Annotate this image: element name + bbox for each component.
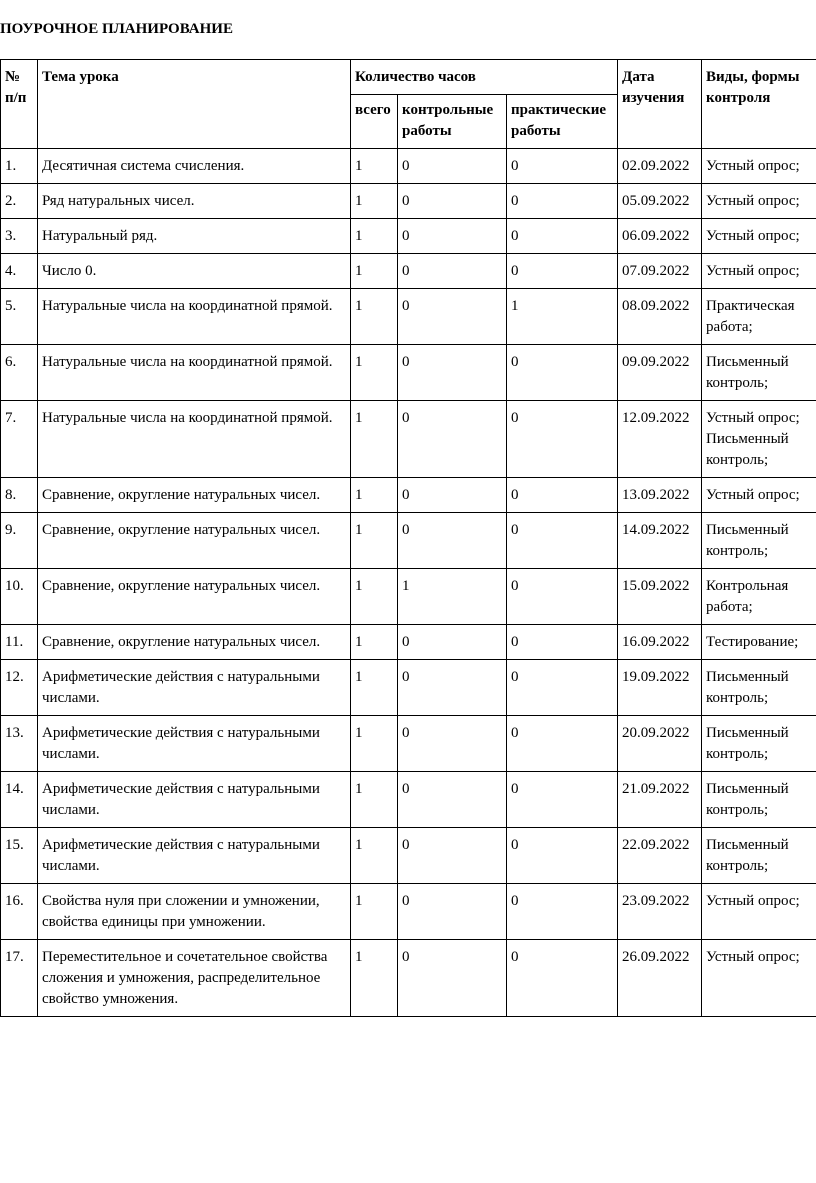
row-practical-works: 0 [507, 254, 618, 289]
row-topic: Арифметические действия с натуральными числами. [38, 660, 351, 716]
row-control-works: 0 [398, 289, 507, 345]
row-date: 02.09.2022 [618, 149, 702, 184]
row-control-forms: Тестирование; [702, 625, 816, 660]
row-num: 8. [1, 478, 38, 513]
row-total-hours: 1 [351, 772, 398, 828]
row-date: 06.09.2022 [618, 219, 702, 254]
row-total-hours: 1 [351, 716, 398, 772]
row-date: 22.09.2022 [618, 828, 702, 884]
row-num: 10. [1, 569, 38, 625]
table-row [1, 884, 816, 940]
page-title: ПОУРОЧНОЕ ПЛАНИРОВАНИЕ [0, 21, 233, 37]
table-header-row [1, 60, 816, 95]
table-row [1, 254, 816, 289]
row-control-forms: Письменный контроль; [702, 772, 816, 828]
table-row [1, 184, 816, 219]
row-control-forms: Письменный контроль; [702, 513, 816, 569]
row-total-hours: 1 [351, 625, 398, 660]
row-date: 09.09.2022 [618, 345, 702, 401]
row-practical-works: 0 [507, 940, 618, 1017]
row-total-hours: 1 [351, 884, 398, 940]
row-control-forms: Устный опрос; [702, 254, 816, 289]
row-practical-works: 0 [507, 828, 618, 884]
row-practical-works: 0 [507, 716, 618, 772]
row-topic: Число 0. [38, 254, 351, 289]
row-practical-works: 0 [507, 219, 618, 254]
row-control-works: 0 [398, 219, 507, 254]
row-topic: Сравнение, округление натуральных чисел. [38, 569, 351, 625]
row-num: 11. [1, 625, 38, 660]
row-date: 08.09.2022 [618, 289, 702, 345]
row-num: 1. [1, 149, 38, 184]
header-forms: Виды, формы контроля [702, 60, 816, 149]
row-topic: Натуральные числа на координатной прямой. [38, 345, 351, 401]
row-practical-works: 0 [507, 345, 618, 401]
table-row [1, 513, 816, 569]
row-control-forms: Устный опрос; [702, 884, 816, 940]
row-date: 26.09.2022 [618, 940, 702, 1017]
row-date: 13.09.2022 [618, 478, 702, 513]
row-total-hours: 1 [351, 478, 398, 513]
row-num: 5. [1, 289, 38, 345]
row-control-forms: Письменный контроль; [702, 716, 816, 772]
row-control-works: 0 [398, 184, 507, 219]
row-date: 16.09.2022 [618, 625, 702, 660]
row-num: 17. [1, 940, 38, 1017]
table-row [1, 345, 816, 401]
header-total: всего [351, 95, 398, 149]
header-topic: Тема урока [38, 60, 351, 149]
table-row [1, 219, 816, 254]
row-practical-works: 1 [507, 289, 618, 345]
lesson-plan-table [0, 59, 816, 1017]
header-date: Дата изучения [618, 60, 702, 149]
row-practical-works: 0 [507, 478, 618, 513]
row-date: 19.09.2022 [618, 660, 702, 716]
table-row [1, 660, 816, 716]
row-practical-works: 0 [507, 513, 618, 569]
row-control-works: 0 [398, 772, 507, 828]
row-control-works: 0 [398, 513, 507, 569]
row-date: 20.09.2022 [618, 716, 702, 772]
row-total-hours: 1 [351, 219, 398, 254]
header-hours: Количество часов [351, 60, 618, 95]
row-topic: Сравнение, округление натуральных чисел. [38, 625, 351, 660]
table-row [1, 401, 816, 478]
table-row [1, 940, 816, 1017]
row-control-works: 0 [398, 149, 507, 184]
table-row [1, 772, 816, 828]
row-date: 14.09.2022 [618, 513, 702, 569]
row-total-hours: 1 [351, 660, 398, 716]
row-control-works: 0 [398, 401, 507, 478]
row-practical-works: 0 [507, 660, 618, 716]
row-topic: Арифметические действия с натуральными числами. [38, 716, 351, 772]
row-num: 16. [1, 884, 38, 940]
row-topic: Свойства нуля при сложении и умножении, свойства единицы при умножении. [38, 884, 351, 940]
row-control-works: 1 [398, 569, 507, 625]
row-num: 15. [1, 828, 38, 884]
row-control-works: 0 [398, 660, 507, 716]
row-control-forms: Устный опрос; [702, 219, 816, 254]
row-date: 12.09.2022 [618, 401, 702, 478]
row-control-forms: Контрольная работа; [702, 569, 816, 625]
row-topic: Натуральный ряд. [38, 219, 351, 254]
row-control-forms: Письменный контроль; [702, 828, 816, 884]
row-date: 07.09.2022 [618, 254, 702, 289]
row-num: 7. [1, 401, 38, 478]
row-control-forms: Устный опрос; [702, 478, 816, 513]
row-topic: Арифметические действия с натуральными числами. [38, 772, 351, 828]
row-control-works: 0 [398, 478, 507, 513]
row-total-hours: 1 [351, 345, 398, 401]
row-topic: Арифметические действия с натуральными числами. [38, 828, 351, 884]
row-num: 13. [1, 716, 38, 772]
row-topic: Ряд натуральных чисел. [38, 184, 351, 219]
row-practical-works: 0 [507, 772, 618, 828]
row-control-works: 0 [398, 716, 507, 772]
row-date: 05.09.2022 [618, 184, 702, 219]
row-topic: Сравнение, округление натуральных чисел. [38, 513, 351, 569]
row-num: 9. [1, 513, 38, 569]
row-date: 23.09.2022 [618, 884, 702, 940]
row-total-hours: 1 [351, 569, 398, 625]
row-topic: Сравнение, округление натуральных чисел. [38, 478, 351, 513]
row-num: 3. [1, 219, 38, 254]
row-topic: Натуральные числа на координатной прямой. [38, 289, 351, 345]
table-row [1, 569, 816, 625]
row-num: 4. [1, 254, 38, 289]
header-num: № п/п [1, 60, 38, 149]
row-practical-works: 0 [507, 401, 618, 478]
row-control-works: 0 [398, 884, 507, 940]
row-date: 15.09.2022 [618, 569, 702, 625]
row-total-hours: 1 [351, 184, 398, 219]
table-row [1, 289, 816, 345]
row-control-forms: Устный опрос; [702, 940, 816, 1017]
row-topic: Десятичная система счисления. [38, 149, 351, 184]
table-row [1, 478, 816, 513]
row-topic: Натуральные числа на координатной прямой. [38, 401, 351, 478]
row-num: 2. [1, 184, 38, 219]
row-total-hours: 1 [351, 254, 398, 289]
row-control-works: 0 [398, 828, 507, 884]
header-control: контрольные работы [398, 95, 507, 149]
row-num: 14. [1, 772, 38, 828]
row-num: 12. [1, 660, 38, 716]
row-num: 6. [1, 345, 38, 401]
row-total-hours: 1 [351, 513, 398, 569]
table-row [1, 625, 816, 660]
table-row [1, 828, 816, 884]
row-practical-works: 0 [507, 569, 618, 625]
row-control-forms: Практическая работа; [702, 289, 816, 345]
row-total-hours: 1 [351, 289, 398, 345]
row-control-works: 0 [398, 254, 507, 289]
row-practical-works: 0 [507, 625, 618, 660]
row-total-hours: 1 [351, 401, 398, 478]
table-row [1, 149, 816, 184]
row-topic: Переместительное и сочетательное свойства сложения и умножения, распределительное свойство умножения. [38, 940, 351, 1017]
row-control-forms: Устный опрос; Письменный контроль; [702, 401, 816, 478]
row-control-works: 0 [398, 940, 507, 1017]
header-practical: практические работы [507, 95, 618, 149]
row-control-forms: Устный опрос; [702, 149, 816, 184]
row-control-forms: Письменный контроль; [702, 660, 816, 716]
row-control-works: 0 [398, 345, 507, 401]
row-practical-works: 0 [507, 184, 618, 219]
row-practical-works: 0 [507, 884, 618, 940]
table-row [1, 716, 816, 772]
row-practical-works: 0 [507, 149, 618, 184]
row-control-works: 0 [398, 625, 507, 660]
row-date: 21.09.2022 [618, 772, 702, 828]
row-control-forms: Письменный контроль; [702, 345, 816, 401]
row-total-hours: 1 [351, 828, 398, 884]
row-total-hours: 1 [351, 149, 398, 184]
row-total-hours: 1 [351, 940, 398, 1017]
row-control-forms: Устный опрос; [702, 184, 816, 219]
